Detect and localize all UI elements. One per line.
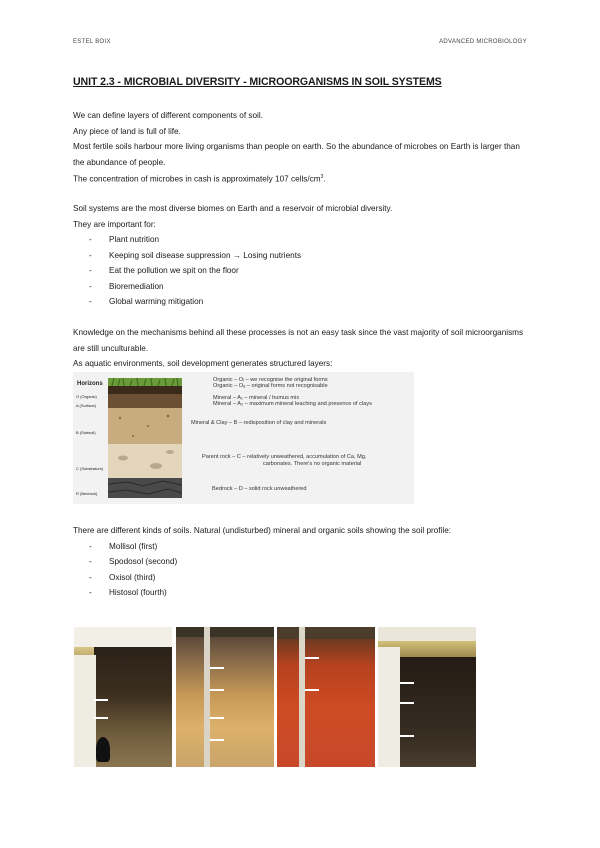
desc-organic-2: Organic – Oₐ – original forms not recognisable	[213, 383, 328, 389]
list-item: - Eat the pollution we spit on the floor	[73, 263, 533, 279]
importance-paragraph	[73, 201, 533, 310]
header-subject: ADVANCED MICROBIOLOGY	[439, 39, 527, 45]
knowledge-paragraph	[73, 325, 533, 372]
importance-line-2: They are important for:	[73, 219, 156, 229]
spodosol-photo	[176, 627, 274, 767]
oxisol-photo	[277, 627, 375, 767]
page-title: UNIT 2.3 - MICROBIAL DIVERSITY - MICROORGANISMS IN SOIL SYSTEMS	[73, 76, 442, 88]
list-item: - Oxisol (third)	[73, 570, 533, 586]
knowledge-line-2: As aquatic environments, soil development generates structured layers:	[73, 359, 333, 368]
list-item: - Bioremediation	[73, 279, 533, 295]
desc-parent-2: carbonates. There's no organic material	[263, 461, 362, 467]
list-item: - Spodosol (second)	[73, 554, 533, 570]
desc-clay: Mineral & Clay – B – redisposition of clay and minerals	[191, 420, 327, 426]
intro-line-2: Any piece of land is full of life.	[73, 126, 181, 136]
horizon-label-r: R (Bedrock)	[76, 491, 98, 496]
knowledge-line-1: Knowledge on the mechanisms behind all these processes is not an easy task since the vast majority of soil microorganisms are still unculturable.	[73, 328, 524, 353]
importance-line-1: Soil systems are the most diverse biomes on Earth and a reservoir of microbial diversity.	[73, 204, 393, 213]
horizon-label-o: O (Organic)	[76, 394, 97, 399]
list-item: - Keeping soil disease suppression → Losing nutrients	[73, 248, 533, 264]
intro-line-4: The concentration of microbes in cash is approximately 107 cells/$cm^3$.	[73, 174, 326, 184]
intro-paragraph	[73, 108, 533, 187]
desc-mineral-2: Mineral – A₂ – maximum mineral leaching and presence of clays	[213, 401, 372, 407]
importance-list	[73, 232, 533, 310]
soils-list	[73, 539, 533, 601]
desc-bedrock: Bedrock – D – solid rock unweathered	[212, 486, 307, 492]
soil-profile-illustration	[108, 378, 182, 498]
horizon-label-b: B (Subsoil)	[76, 430, 96, 435]
list-item: - Plant nutrition	[73, 232, 533, 248]
intro-line-3: Most fertile soils harbour more living organisms than people on earth. So the abundance of microbes on Earth is larger than the abundance of people.	[73, 142, 520, 167]
histosol-photo	[378, 627, 476, 767]
list-item: - Histosol (fourth)	[73, 585, 533, 601]
list-item: - Mollisol (first)	[73, 539, 533, 555]
header-author: ESTEL BOIX	[73, 39, 111, 45]
intro-line-1: We can define layers of different components of soil.	[73, 111, 263, 120]
desc-mineral-1: Mineral – A₁ – mineral / humus mix	[213, 395, 300, 401]
desc-organic-1: Organic – Oᵢ – we recognise the original forms	[213, 377, 328, 383]
mollisol-photo	[74, 627, 172, 767]
soils-intro: There are different kinds of soils. Natural (undisturbed) mineral and organic soils showing the soil profile:	[73, 526, 452, 535]
horizon-label-a: A (Surface)	[76, 403, 97, 408]
horizon-label-c: C (Substratum)	[76, 466, 104, 471]
soils-paragraph	[73, 523, 533, 601]
soil-horizons-diagram	[73, 372, 414, 504]
horizons-label: Horizons	[77, 381, 103, 387]
list-item: - Global warming mitigation	[73, 294, 533, 310]
desc-parent-1: Parent rock – C – relatively unweathered, accumulation of Ca, Mg,	[202, 454, 367, 460]
